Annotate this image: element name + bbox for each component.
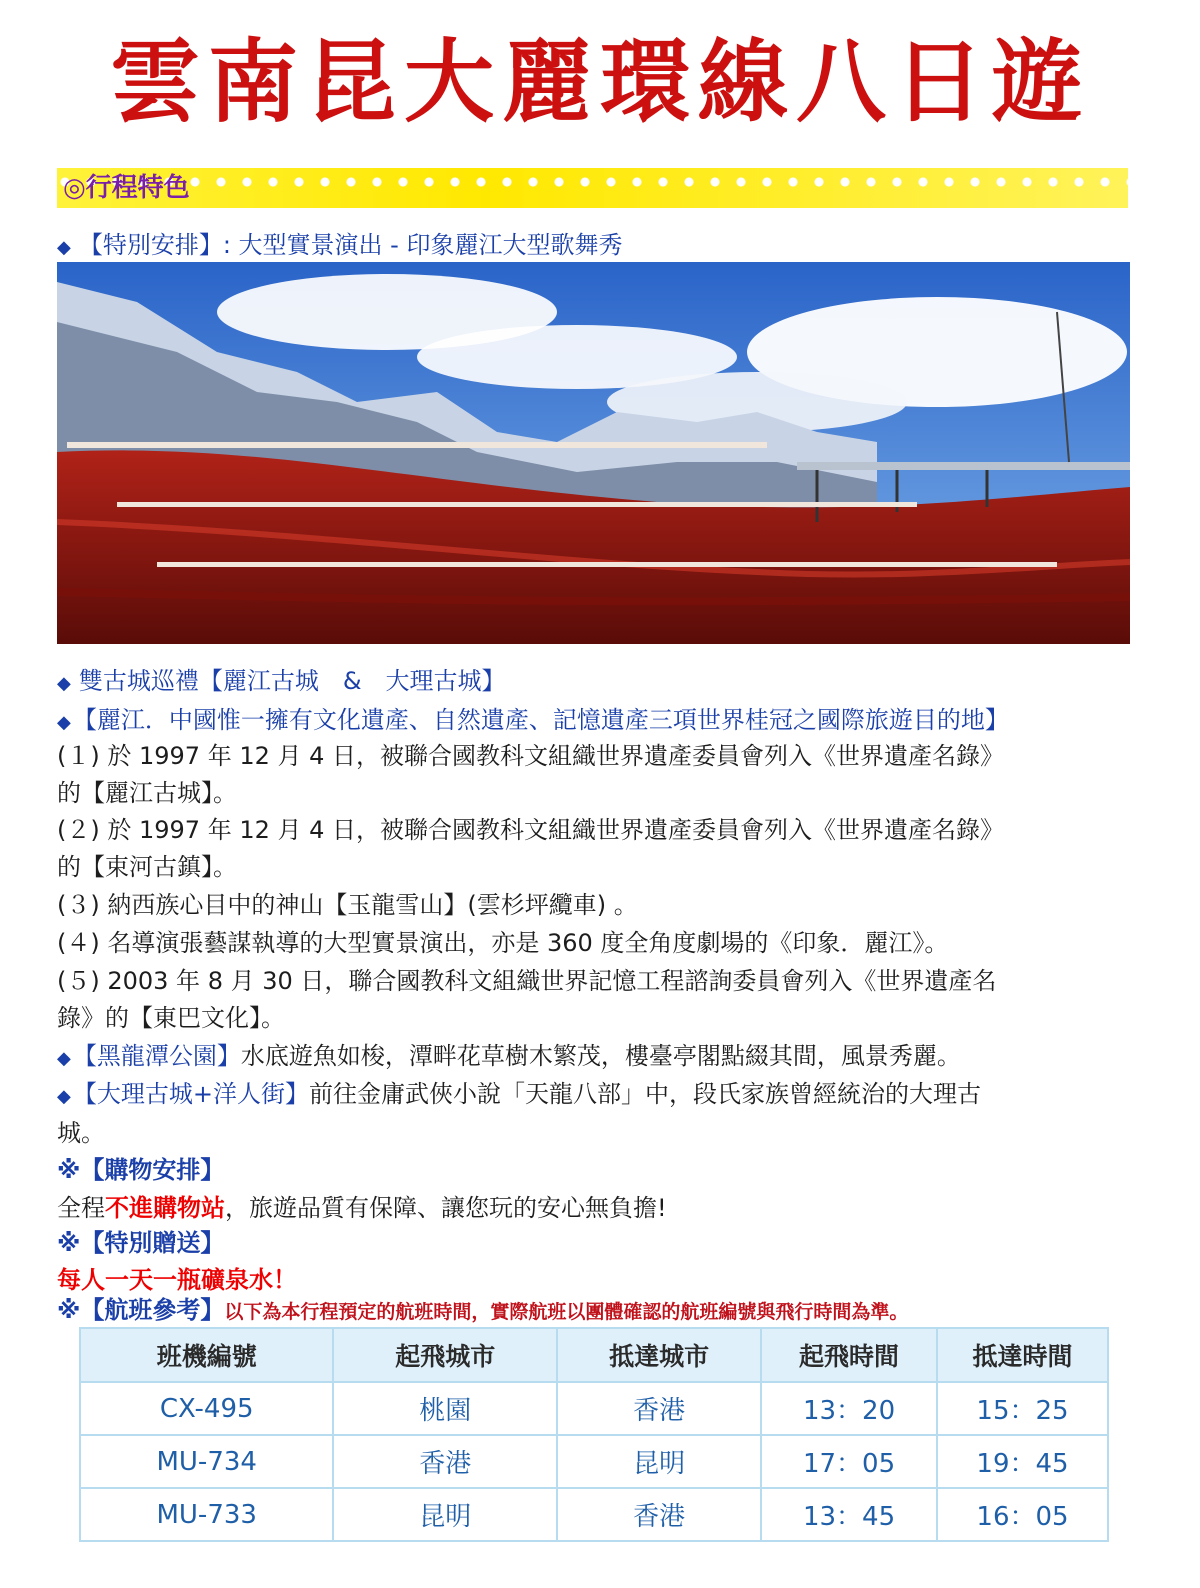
flights-heading-line: [57, 1293, 908, 1329]
heilong-label: 【黑龍潭公園】: [72, 1042, 241, 1070]
gift-text: 每人一天一瓶礦泉水！: [57, 1266, 297, 1294]
arrival-time: 19：45: [937, 1435, 1108, 1488]
item-5b: 錄》的【東巴文化】。: [57, 1004, 285, 1032]
shopping-highlight: 不進購物站: [105, 1194, 225, 1222]
flights-note: 以下為本行程預定的航班時間，實際航班以團體確認的航班編號與飛行時間為準。: [224, 1301, 909, 1323]
lijiang-heading: 【麗江．中國惟一擁有文化遺產、自然遺產、記憶遺產三項世界桂冠之國際旅遊目的地】: [72, 706, 1009, 734]
arrival-time: 16：05: [937, 1488, 1108, 1541]
shopping-line: [57, 1191, 667, 1225]
dali-text-a: 前往金庸武俠小說「天龍八部」中，段氏家族曾經統治的大理古: [308, 1080, 981, 1108]
item-1b: 的【麗江古城】。: [57, 779, 237, 807]
impression-lijiang-photo: [57, 262, 1130, 644]
flight-table-header: [80, 1328, 1108, 1382]
arrival-city: 香港: [557, 1382, 761, 1435]
dali-line: [57, 1077, 981, 1114]
diamond-bullet-icon: ◆: [57, 712, 71, 733]
gift-heading: ※【特別贈送】: [57, 1229, 225, 1257]
old-towns-text: 雙古城巡禮【麗江古城 & 大理古城】: [78, 667, 506, 695]
diamond-bullet-icon: ◆: [57, 1048, 71, 1069]
item-1a: (１) 於 1997 年 12 月 4 日，被聯合國教科文組織世界遺產委員會列入《世界遺產名錄》: [57, 742, 1005, 770]
column-header: 起飛時間: [761, 1328, 937, 1382]
shopping-heading: ※【購物安排】: [57, 1156, 225, 1184]
special-arrangement-text: : 大型實景演出 - 印象麗江大型歌舞秀: [222, 231, 623, 259]
item-3: (３) 納西族心目中的神山【玉龍雪山】(雲杉坪纜車) 。: [57, 891, 638, 919]
heilong-line: [57, 1039, 961, 1076]
section-banner: [57, 168, 1128, 208]
column-header: 班機編號: [80, 1328, 333, 1382]
departure-time: 13：20: [761, 1382, 937, 1435]
departure-city: 昆明: [333, 1488, 557, 1541]
item-2b: 的【束河古鎮】。: [57, 853, 237, 881]
special-arrangement-line: [57, 228, 622, 265]
column-header: 抵達城市: [557, 1328, 761, 1382]
shopping-prefix: 全程: [57, 1194, 105, 1222]
table-row: [80, 1435, 1108, 1488]
old-towns-line: [57, 664, 506, 701]
flights-heading: ※【航班參考】: [57, 1296, 225, 1324]
diamond-bullet-icon: ◆: [57, 673, 71, 694]
special-arrangement-label: 【特別安排】: [78, 231, 223, 259]
item-4: (４) 名導演張藝謀執導的大型實景演出，亦是 360 度全角度劇場的《印象．麗江》。: [57, 929, 949, 957]
table-row: [80, 1488, 1108, 1541]
diamond-bullet-icon: ◆: [57, 237, 71, 258]
shopping-suffix: ，旅遊品質有保障、讓您玩的安心無負擔!: [225, 1194, 667, 1222]
heilong-text: 水底遊魚如梭，潭畔花草樹木繁茂，樓臺亭閣點綴其間，風景秀麗。: [240, 1042, 961, 1070]
arrival-city: 香港: [557, 1488, 761, 1541]
flight-number: CX-495: [80, 1382, 333, 1435]
arrival-time: 15：25: [937, 1382, 1108, 1435]
departure-city: 桃園: [333, 1382, 557, 1435]
column-header: 起飛城市: [333, 1328, 557, 1382]
dali-text-b: 城。: [57, 1119, 105, 1147]
arrival-city: 昆明: [557, 1435, 761, 1488]
page-title: 雲南昆大麗環線八日遊: [110, 30, 1090, 135]
section-heading: ◎行程特色: [63, 173, 190, 203]
item-2a: (２) 於 1997 年 12 月 4 日，被聯合國教科文組織世界遺產委員會列入《世界遺產名錄》: [57, 816, 1005, 844]
dali-label: 【大理古城+洋人街】: [72, 1080, 309, 1108]
flight-table: [79, 1327, 1109, 1542]
departure-time: 17：05: [761, 1435, 937, 1488]
diamond-bullet-icon: ◆: [57, 1086, 71, 1107]
lijiang-heading-line: [57, 703, 1009, 740]
flight-number: MU-734: [80, 1435, 333, 1488]
table-row: [80, 1382, 1108, 1435]
flight-number: MU-733: [80, 1488, 333, 1541]
column-header: 抵達時間: [937, 1328, 1108, 1382]
departure-city: 香港: [333, 1435, 557, 1488]
item-5a: (５) 2003 年 8 月 30 日，聯合國教科文組織世界記憶工程諮詢委員會列入《世界遺產名: [57, 967, 997, 995]
departure-time: 13：45: [761, 1488, 937, 1541]
